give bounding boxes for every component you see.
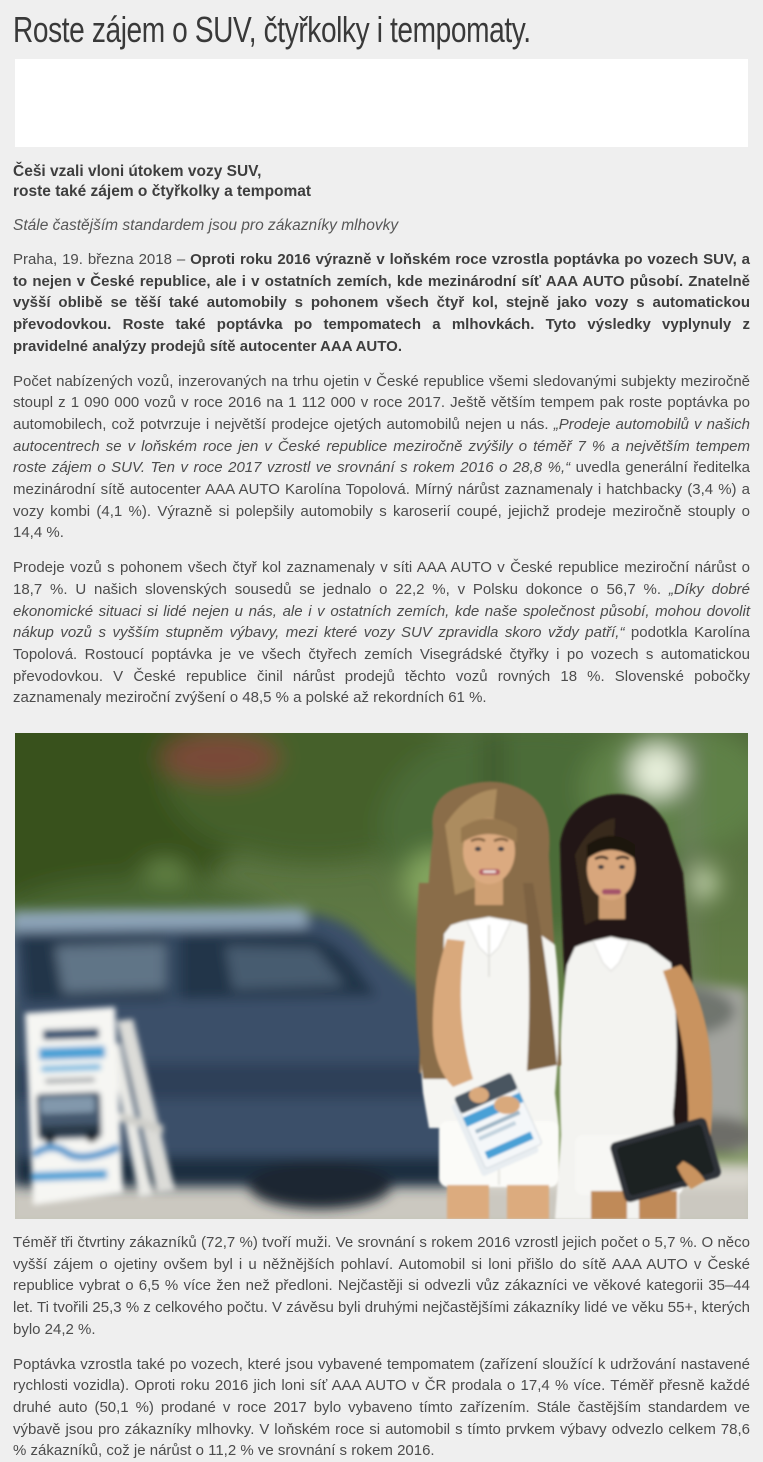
- text-segment: „Díky dobré ekonomické situaci si lidé nejen u nás, ale i v ostatních zemích, kde naše společnost působí, mohou dovolit nákup vozů s vyšším stupněm výbavy, mezi které vozy SUV zpravidla skoro vždy patří,“: [13, 580, 751, 642]
- subtitle-line-1: Češi vzali vloni útokem vozy SUV,: [13, 163, 262, 180]
- article-subtitle: [13, 162, 750, 202]
- article-paragraph: [13, 249, 750, 358]
- text-segment: Oproti roku 2016 výrazně v loňském roce vzrostla poptávka po vozech SUV, a to nejen v České republice, ale i v ostatních zemích, kde mezinárodní síť AAA AUTO působí. Znatelně vyšší oblibě se těší také automobily s pohonem všech čtyř kol, stejně jako vozy s automatickou převodovkou. Roste také poptávka po tempomatech a mlhovkách. Tyto výsledky vyplynuly z pravidelné analýzy prodejů sítě autocenter AAA AUTO.: [13, 251, 750, 355]
- page-title: Roste zájem o SUV, čtyřkolky i tempomaty.: [13, 9, 531, 50]
- article-photo: [15, 733, 748, 1219]
- article-paragraph: [13, 1354, 750, 1462]
- article-lede: Stále častějším standardem jsou pro zákazníky mlhovky: [13, 217, 399, 234]
- text-segment: Téměř tři čtvrtiny zákazníků (72,7 %) tvoří muži. Ve srovnání s rokem 2016 vzrostl jejich počet o 5,7 %. O něco vyšší zájem o ojetiny ovšem byl i u něžnějších pohlaví. Automobil si loni přišlo do sítě AAA AUTO v České republice vybrat o 6,5 % více žen než předloni. Nejčastěji si odvezli vůz zákazníci ve věkové kategorii 35–44 let. Ti tvořili 25,3 % z celkového počtu. V závěsu byli druhými nejčastějšími zákazníky lidé ve věku 55+, kterých bylo 24,2 %.: [13, 1234, 750, 1338]
- article-paragraph: [13, 371, 750, 545]
- text-segment: Praha, 19. března 2018 –: [13, 251, 191, 268]
- article-page: [0, 9, 763, 1462]
- article-paragraph: [13, 557, 750, 709]
- text-segment: „Prodeje automobilů v našich autocentrech se v loňském roce jen v České republice meziročně zvýšily o téměř 7 % a největším tempem roste zájem o SUV. Ten v roce 2017 vzrostl ve srovnání s rokem 2016 o 28,8 %,“: [13, 415, 750, 477]
- text-segment: Poptávka vzrostla také po vozech, které jsou vybavené tempomatem (zařízení sloužící k udržování nastavené rychlosti vozidla). Oproti roku 2016 jich loni síť AAA AUTO v ČR prodala o 17,4 % více. Téměř přesně každé druhé auto (50,1 %) prodané v roce 2017 bylo vybaveno tímto zařízením. Stále častějším standardem ve výbavě jsou pro zákazníky mlhovky. V loňském roce si automobil s tímto prvkem výbavy odvezlo celkem 78,6 % zákazníků, což je nárůst o 11,2 % ve srovnání s rokem 2016.: [13, 1355, 750, 1460]
- text-segment: podotkla Karolína Topolová. Rostoucí poptávka je ve všech čtyřech zemích Visegrádské čtyřky i po vozech s automatickou převodovkou. V České republice činil nárůst prodejů těchto vozů rovných 18 %. Slovenské pobočky zaznamenaly meziroční zvýšení o 48,5 % a polské až rekordních 61 %.: [13, 624, 750, 707]
- text-segment: Počet nabízených vozů, inzerovaných na trhu ojetin v České republice všemi sledovanými subjekty meziročně stoupl z 1 090 000 vozů v roce 2016 na 1 112 000 v roce 2017. Ještě větším tempem pak roste poptávka po automobilech, což potvrzuje i největší prodejce ojetých automobilů nejen u nás.: [13, 372, 750, 433]
- subtitle-line-2: roste také zájem o čtyřkolky a tempomat: [13, 183, 312, 200]
- text-segment: Prodeje vozů s pohonem všech čtyř kol zaznamenaly v síti AAA AUTO v České republice meziroční nárůst o 18,7 %. U našich slovenských sousedů se jednalo o 22,2 %, v Polsku dokonce o 56,7 %.: [13, 559, 750, 598]
- photo-illustration: [15, 733, 748, 1219]
- article-paragraph: [13, 1232, 750, 1341]
- image-placeholder: [15, 59, 748, 147]
- text-segment: uvedla generální ředitelka mezinárodní sítě autocenter AAA AUTO Karolína Topolová. Mírný nárůst zaznamenaly i hatchbacky (3,4 %) a vozy kombi (4,1 %). Výrazně si polepšily automobily s karoserií coupé, jejichž prodeje meziročně stouply o 14,4 %.: [13, 459, 750, 542]
